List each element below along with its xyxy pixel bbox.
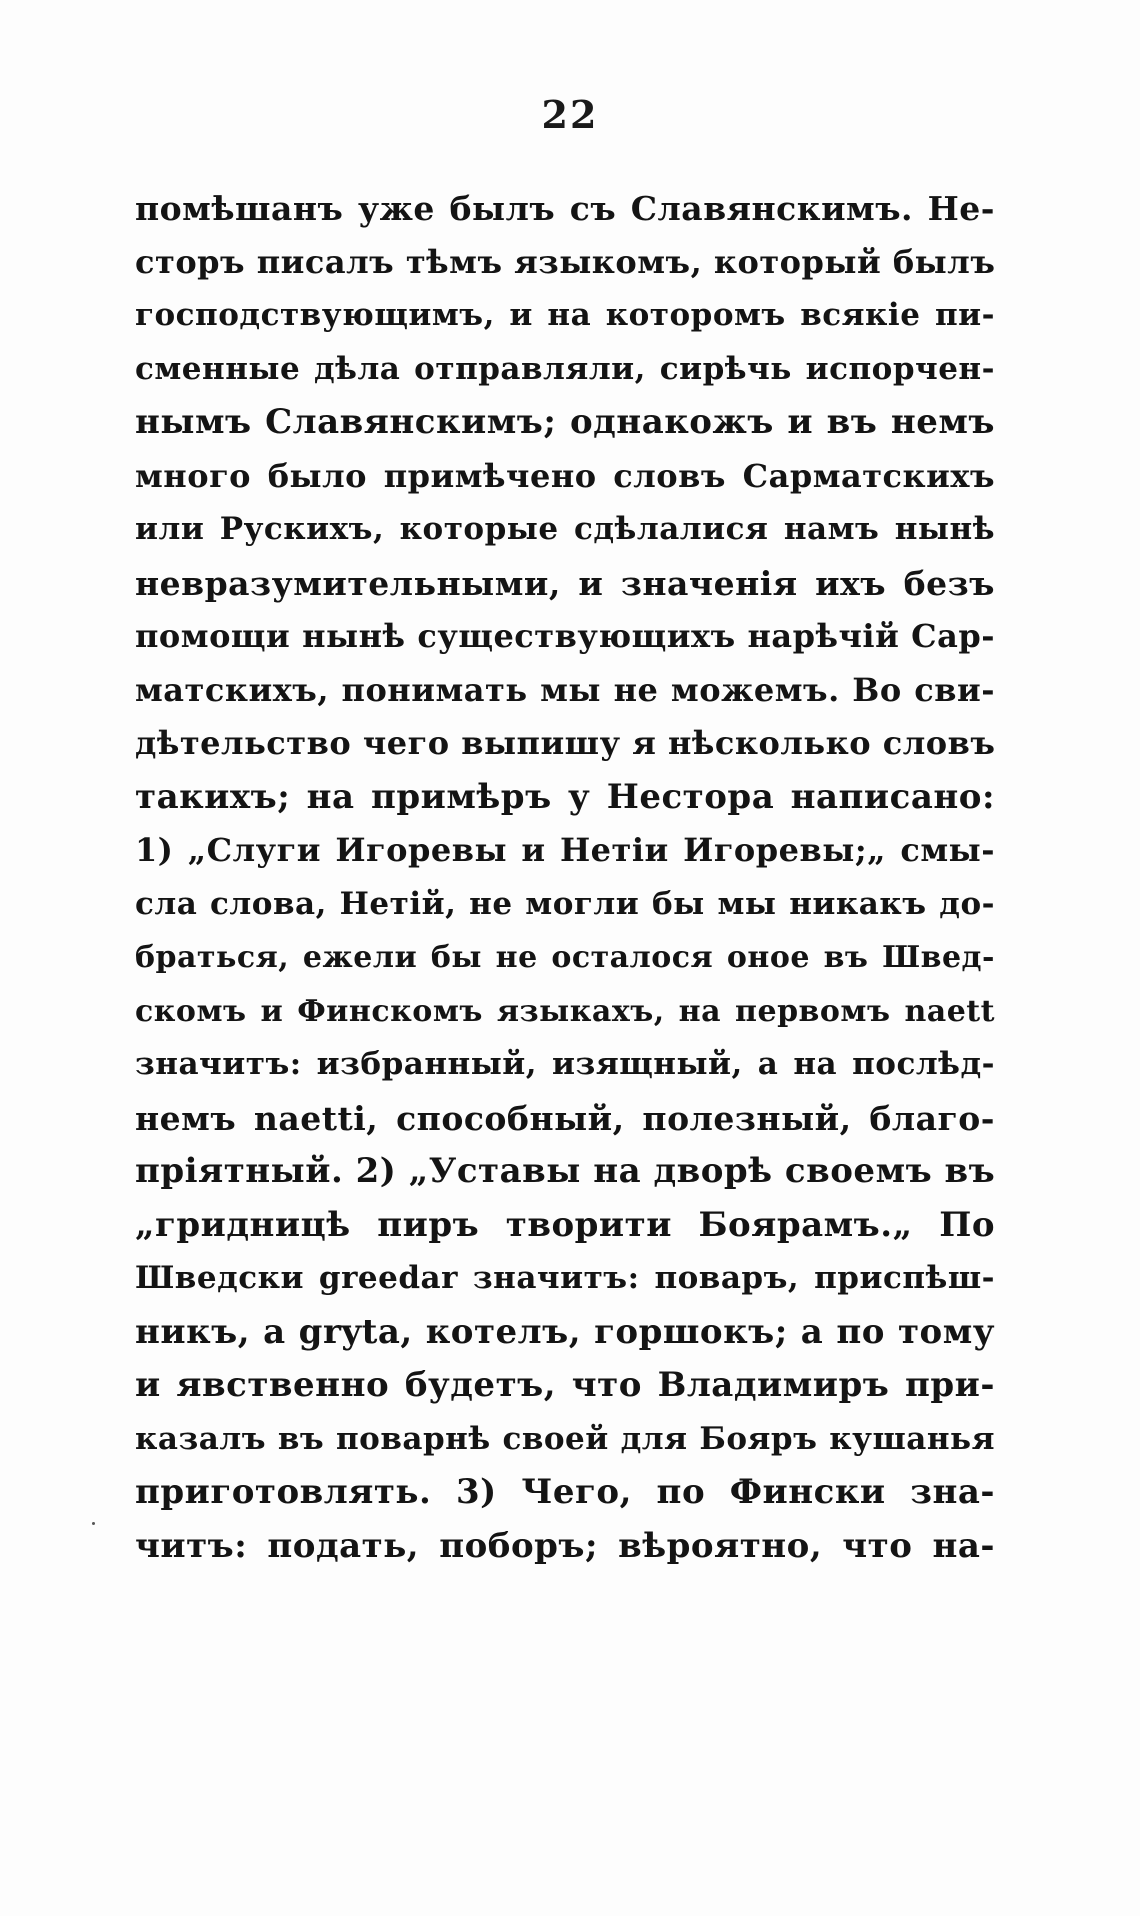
text-line: значитъ: избранный, изящный, а на послѣд-	[135, 1046, 995, 1082]
text-line: или Рускихъ, которые сдѣлалися намъ нынѣ	[135, 511, 995, 547]
text-line: и явственно будетъ, что Владимиръ при-	[135, 1365, 995, 1405]
text-line: читъ: подать, поборъ; вѣроятно, что на-	[135, 1525, 995, 1566]
text-line: браться, ежели бы не осталося оное въ Швед-	[135, 940, 995, 975]
text-line: много было примѣчено словъ Сарматскихъ	[135, 456, 995, 495]
text-line: пріятный. 2) „Уставы на дворѣ своемъ въ	[135, 1151, 995, 1191]
text-line: помощи нынѣ существующихъ нарѣчій Сар-	[135, 617, 995, 655]
page-number: 22	[541, 92, 599, 137]
text-line: казалъ въ поварнѣ своей для Бояръ кушанья	[135, 1420, 995, 1457]
text-line: сторъ писалъ тѣмъ языкомъ, который былъ	[135, 242, 995, 281]
text-line: Шведски greedar значитъ: поваръ, приспѣш-	[135, 1260, 995, 1296]
text-line: матскихъ, понимать мы не можемъ. Во сви-	[135, 670, 995, 709]
text-line: такихъ; на примѣръ у Нестора написано:	[135, 776, 995, 817]
text-line: сла слова, Нетій, не могли бы мы никакъ до-	[135, 885, 995, 922]
text-line: нымъ Славянскимъ; однакожъ и въ немъ	[135, 402, 995, 442]
text-line: невразумительными, и значенія ихъ безъ	[135, 563, 995, 603]
text-line: приготовлять. 3) Чего, по Фински зна-	[135, 1472, 995, 1512]
text-line: никъ, а gryta, котелъ, горшокъ; а по тому	[135, 1311, 995, 1352]
body-text	[135, 182, 995, 1573]
print-speck	[92, 1522, 95, 1525]
text-line: скомъ и Финскомъ языкахъ, на первомъ naett	[135, 993, 995, 1029]
text-line: 1) „Слуги Игоревы и Нетіи Игоревы;„ смы-	[135, 831, 995, 869]
text-line: дѣтельство чего выпишу я нѣсколько словъ	[135, 724, 995, 762]
text-line: „гридницѣ пиръ творити Боярамъ.„ По	[135, 1204, 995, 1245]
text-line: господствующимъ, и на которомъ всякіе пи-	[135, 297, 995, 333]
text-line: сменные дѣла отправляли, сирѣчь испорчен-	[135, 350, 995, 387]
text-line: помѣшанъ уже былъ съ Славянскимъ. Не-	[135, 189, 995, 228]
text-line: немъ naetti, способный, полезный, благо-	[135, 1098, 995, 1138]
